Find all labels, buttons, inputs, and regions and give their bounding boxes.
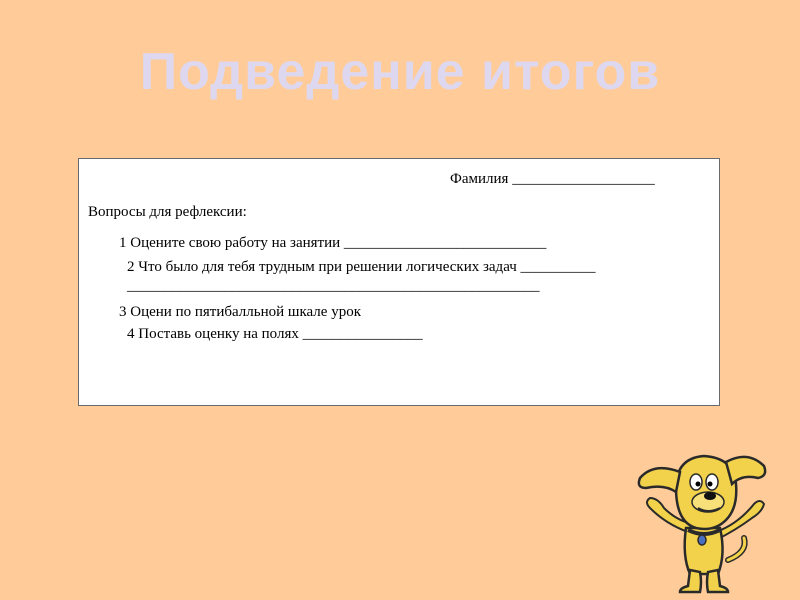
slide-title: Подведение итогов (139, 43, 661, 101)
questions-heading: Вопросы для рефлексии: (88, 204, 247, 220)
cartoon-dog-icon (636, 448, 768, 594)
question-1[interactable]: 1 Оцените свою работу на занятии ___________________________ (119, 235, 547, 251)
surname-field[interactable]: Фамилия ___________________ (450, 171, 655, 187)
reflection-form (78, 158, 720, 406)
question-4[interactable]: 4 Поставь оценку на полях ________________ (127, 326, 423, 342)
question-2[interactable]: 2 Что было для тебя трудным при решении логических задач __________ (127, 259, 596, 275)
question-3: 3 Оцени по пятибалльной шкале урок (119, 304, 361, 320)
question-2-answer-line[interactable]: _______________________________________________________ (127, 278, 540, 294)
